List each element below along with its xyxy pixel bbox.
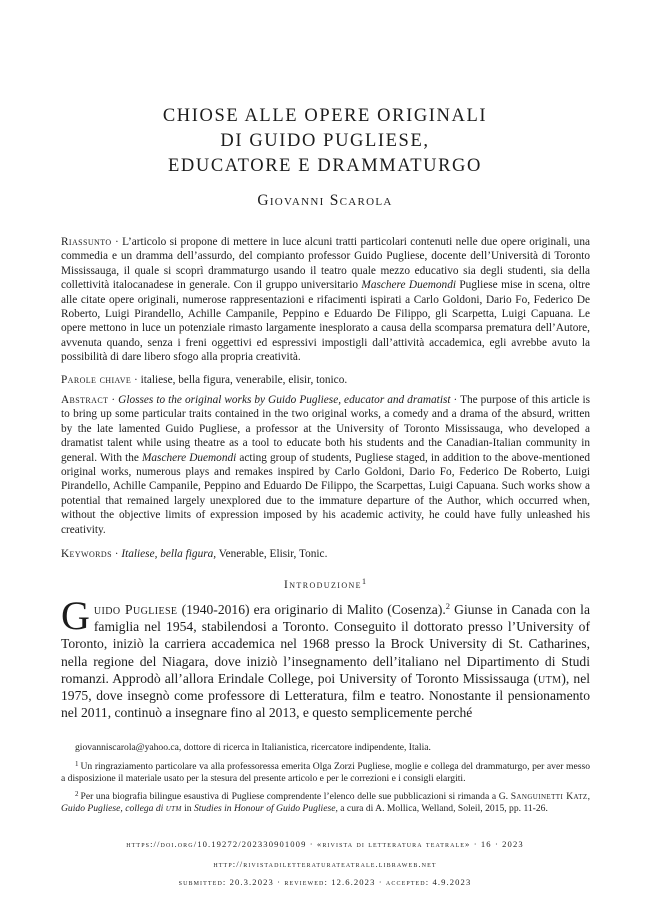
abstract-en-text-1: · The purpose of this article is to bring up some particular traits contained in the two original works, a comedy and a drama of the absurd, written by the late lamented Guido Pugliese, a professor at the University of Toronto Mississauga, who developed a dramatist talent while using theatre as a tool to educate both his students and the Canadian-Italian community in general. With the xyxy=(61,394,590,464)
footnote-2-number: 2 xyxy=(75,790,79,798)
footnote-2-title: Guido Pugliese, collega di xyxy=(61,803,166,815)
body-text-3: ), nel 1975, dove insegnò come professore di Letteratura, film e teatro. Nonostante il pensionamento nel 2011, continuò a insegnare fino al 2013, e questo semplicemente perché xyxy=(61,670,591,721)
abstract-en-label: Abstract xyxy=(61,394,109,406)
section-heading-text: Introduzione xyxy=(284,579,362,591)
abstract-en-separator: · xyxy=(108,394,119,406)
footnote-2-text-a: Per una biografia bilingue esaustiva di Pugliese comprendente l’elenco delle sue pubblicazioni si rimanda a G. xyxy=(80,791,511,802)
abstract-en-title: Glosses to the original works by Guido Pugliese, educator and dramatist xyxy=(118,394,451,406)
keywords-english xyxy=(61,547,590,561)
footnote-2 xyxy=(61,788,590,816)
footnote-ref-2[interactable]: 2 xyxy=(445,601,451,611)
footnote-2-volume: Studies in Honour of Guido Pugliese, xyxy=(193,803,338,815)
author-name: Giovanni Scarola xyxy=(257,192,393,209)
abstract-it-separator: · xyxy=(111,236,123,248)
keywords-it-text: italiese, bella figura, venerabile, elisir, tonico. xyxy=(140,374,348,386)
keywords-en-text: Venerable, Elisir, Tonic. xyxy=(216,548,328,560)
footnote-1-number: 1 xyxy=(75,760,79,768)
abstract-it-text-2: Pugliese mise in scena, oltre alle citate opere originali, numerose rappresentazioni e rifacimenti ispirati a Carlo Goldoni, Dario Fo, Federico De Roberto, Luigi Pirandello, Achille Campanile, Peppino e Eduardo De Filippo, gli Scarpetta, Luigi Capuana. Le opere mettono in luce un potenziale rimasto largamente inesplorato a causa della scomparsa prematura dell’Autore, avvenuta quando, senza i freni oggettivi ed espressivi impostigli dall’attività accademica, egli avrebbe avuto la possibilità di dare libero sfogo alla propria creatività. xyxy=(61,279,591,364)
keywords-en-label: Keywords xyxy=(61,548,112,560)
footnote-2-utm: utm xyxy=(165,803,182,815)
footnote-2-text-c: in xyxy=(181,803,194,815)
abstract-it-text-1: L’articolo si propone di mettere in luce alcuni tratti particolari contenuti nelle due opere originali, una commedia e un dramma dell’assurdo, del compianto professor Guido Pugliese, docente dell’Università di Toronto Mississauga, il quale si scoprì drammaturgo usando il teatro quale mezzo educativo sia degli studenti, sia della collettività italocanadese in generale. Con il gruppo universitario xyxy=(61,236,590,292)
title-line-1: CHIOSE ALLE OPERE ORIGINALI xyxy=(162,106,488,126)
abstract-italian xyxy=(61,235,590,365)
body-text-2: Giunse in Canada con la famiglia nel 1954, stabilendosi a Toronto. Conseguito il dottorato presso l’University of Toronto, iniziò la carriera accademica nel 1968 presso la Brock University di St. Catharines, nella regione del Niagara, dove iniziò l’insegnamento dell’italiano nel Dipartimento di Studi romanzi. Approdò all’allora Erindale College, poi University of Toronto Mississauga ( xyxy=(61,602,590,686)
author-affiliation-note: giovanniscarola@yahoo.ca, dottore di ricerca in Italianistica, ricercatore indipendente, Italia. xyxy=(75,742,431,753)
keywords-italian xyxy=(61,373,590,387)
keywords-it-separator: · xyxy=(131,374,141,386)
footnote-1 xyxy=(61,758,590,786)
body-text-1: (1940-2016) era originario di Malito (Cosenza). xyxy=(177,602,446,617)
title-line-3: EDUCATORE E DRAMMATURGO xyxy=(168,156,482,176)
footnote-2-text-b: , xyxy=(587,791,590,802)
abstract-en-group-name: Maschere Duemondi xyxy=(142,451,237,464)
title-line-2: DI GUIDO PUGLIESE, xyxy=(220,131,430,151)
keywords-en-separator: · xyxy=(111,548,122,560)
footnote-ref-1[interactable]: 1 xyxy=(361,577,366,586)
footer-dates: submitted: 20.3.2023 · reviewed: 12.6.2023 · accepted: 4.9.2023 xyxy=(178,877,472,887)
body-name-caps: uido Pugliese xyxy=(93,602,178,617)
drop-cap: G xyxy=(61,593,90,638)
footer-website-link[interactable]: http://rivistadiletteraturateatrale.libraweb.net xyxy=(213,859,437,869)
section-heading xyxy=(60,577,590,591)
abstract-it-group-name: Maschere Duemondi xyxy=(361,279,456,292)
abstract-english xyxy=(61,393,590,537)
abstract-it-label: Riassunto xyxy=(61,236,112,248)
body-paragraph xyxy=(61,593,591,721)
footer-doi-line[interactable]: https://doi.org/10.19272/202330901009 · «rivista di letteratura teatrale» · 16 · 2023 xyxy=(126,839,524,849)
footnote-1-text: Un ringraziamento particolare va alla professoressa emerita Olga Zorzi Pugliese, moglie e collega del drammaturgo, per aver messo a disposizione il materiale usato per la stesura del presente articolo e per le correzioni e i consigli elargiti. xyxy=(61,761,590,785)
article-title xyxy=(60,104,590,179)
footnote-2-author: Sanguinetti Katz xyxy=(510,791,588,802)
abstract-en-text-2: acting group of students, Pugliese staged, in addition to the above-mentioned original works, numerous plays and remakes inspired by Carlo Goldoni, Dario Fo, Federico De Roberto, Luigi Pirandello, Achille Campanile, Peppino and Eduardo De Filippo, the Scarpettas, Luigi Capuana. Such works show a potential that remained largely unexplored due to the immature departure of the Author, which occurred when, without the objective limits of expression imposed by his academic activity, he could have fully unleashed his creativity. xyxy=(61,451,590,536)
keywords-en-italic: Italiese, bella figura, xyxy=(121,548,217,560)
keywords-it-label: Parole chiave xyxy=(61,374,132,386)
body-utm-abbrev: utm xyxy=(537,670,562,686)
footnote-2-text-d: a cura di A. Mollica, Welland, Soleil, 2015, pp. 11-26. xyxy=(337,803,548,815)
